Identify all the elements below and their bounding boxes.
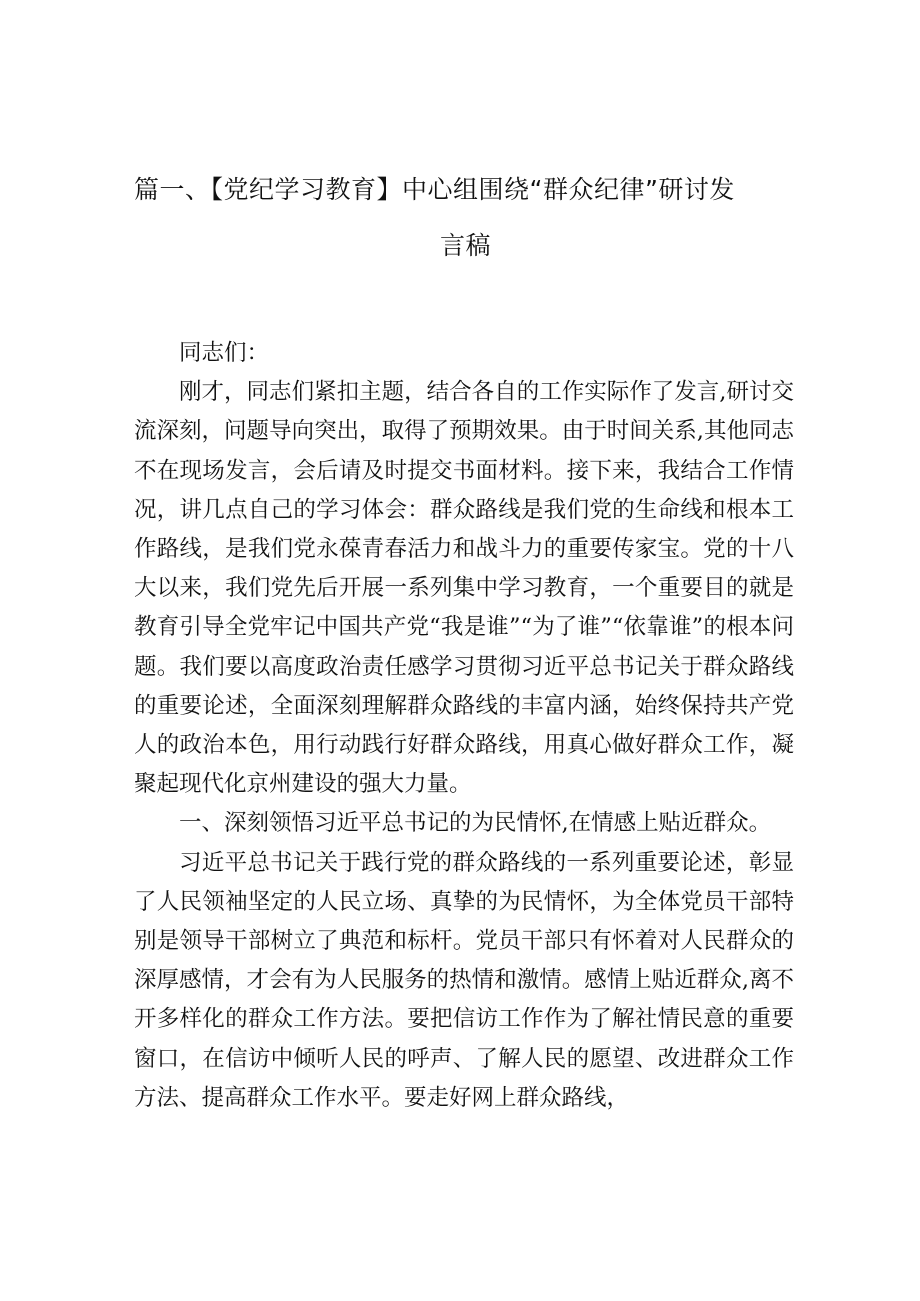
document-title-line-1: 篇一、【党纪学习教育】中心组围绕“群众纪律”研讨发 <box>134 175 735 204</box>
document-body <box>134 334 794 1118</box>
section-heading-1: 一、深刻领悟习近平总书记的为民情怀,在情感上贴近群众。 <box>179 810 772 837</box>
document-title-line-2: 言稿 <box>440 231 492 260</box>
body-paragraph-1: 刚才，同志们紧扣主题，结合各自的工作实际作了发言,研讨交流深刻，问题导向突出，取得了预期效果。由于时间关系,其他同志不在现场发言，会后请及时提交书面材料。接下来，我结合工作情况，讲几点自己的学习体会：群众路线是我们党的生命线和根本工作路线，是我们党永葆青春活力和战斗力的重要传家宝。党的十八大以来，我们党先后开展一系列集中学习教育，一个重要目的就是教育引导全党牢记中国共产党“我是谁”“为了谁”“依靠谁”的根本问题。我们要以高度政治责任感学习贯彻习近平总书记关于群众路线的重要论述，全面深刻理解群众路线的丰富内涵，始终保持共产党人的政治本色，用行动践行好群众路线，用真心做好群众工作，凝聚起现代化京州建设的强大力量。 <box>134 379 794 798</box>
body-paragraph-2: 习近平总书记关于践行党的群众路线的一系列重要论述，彰显了人民领袖坚定的人民立场、真挚的为民情怀，为全体党员干部特别是领导干部树立了典范和标杆。党员干部只有怀着对人民群众的深厚感情，才会有为人民服务的热情和激情。感情上贴近群众,离不开多样化的群众工作方法。要把信访工作作为了解社情民意的重要窗口，在信访中倾听人民的呼声、了解人民的愿望、改进群众工作方法、提高群众工作水平。要走好网上群众路线， <box>134 849 794 1111</box>
salutation: 同志们： <box>179 340 270 366</box>
